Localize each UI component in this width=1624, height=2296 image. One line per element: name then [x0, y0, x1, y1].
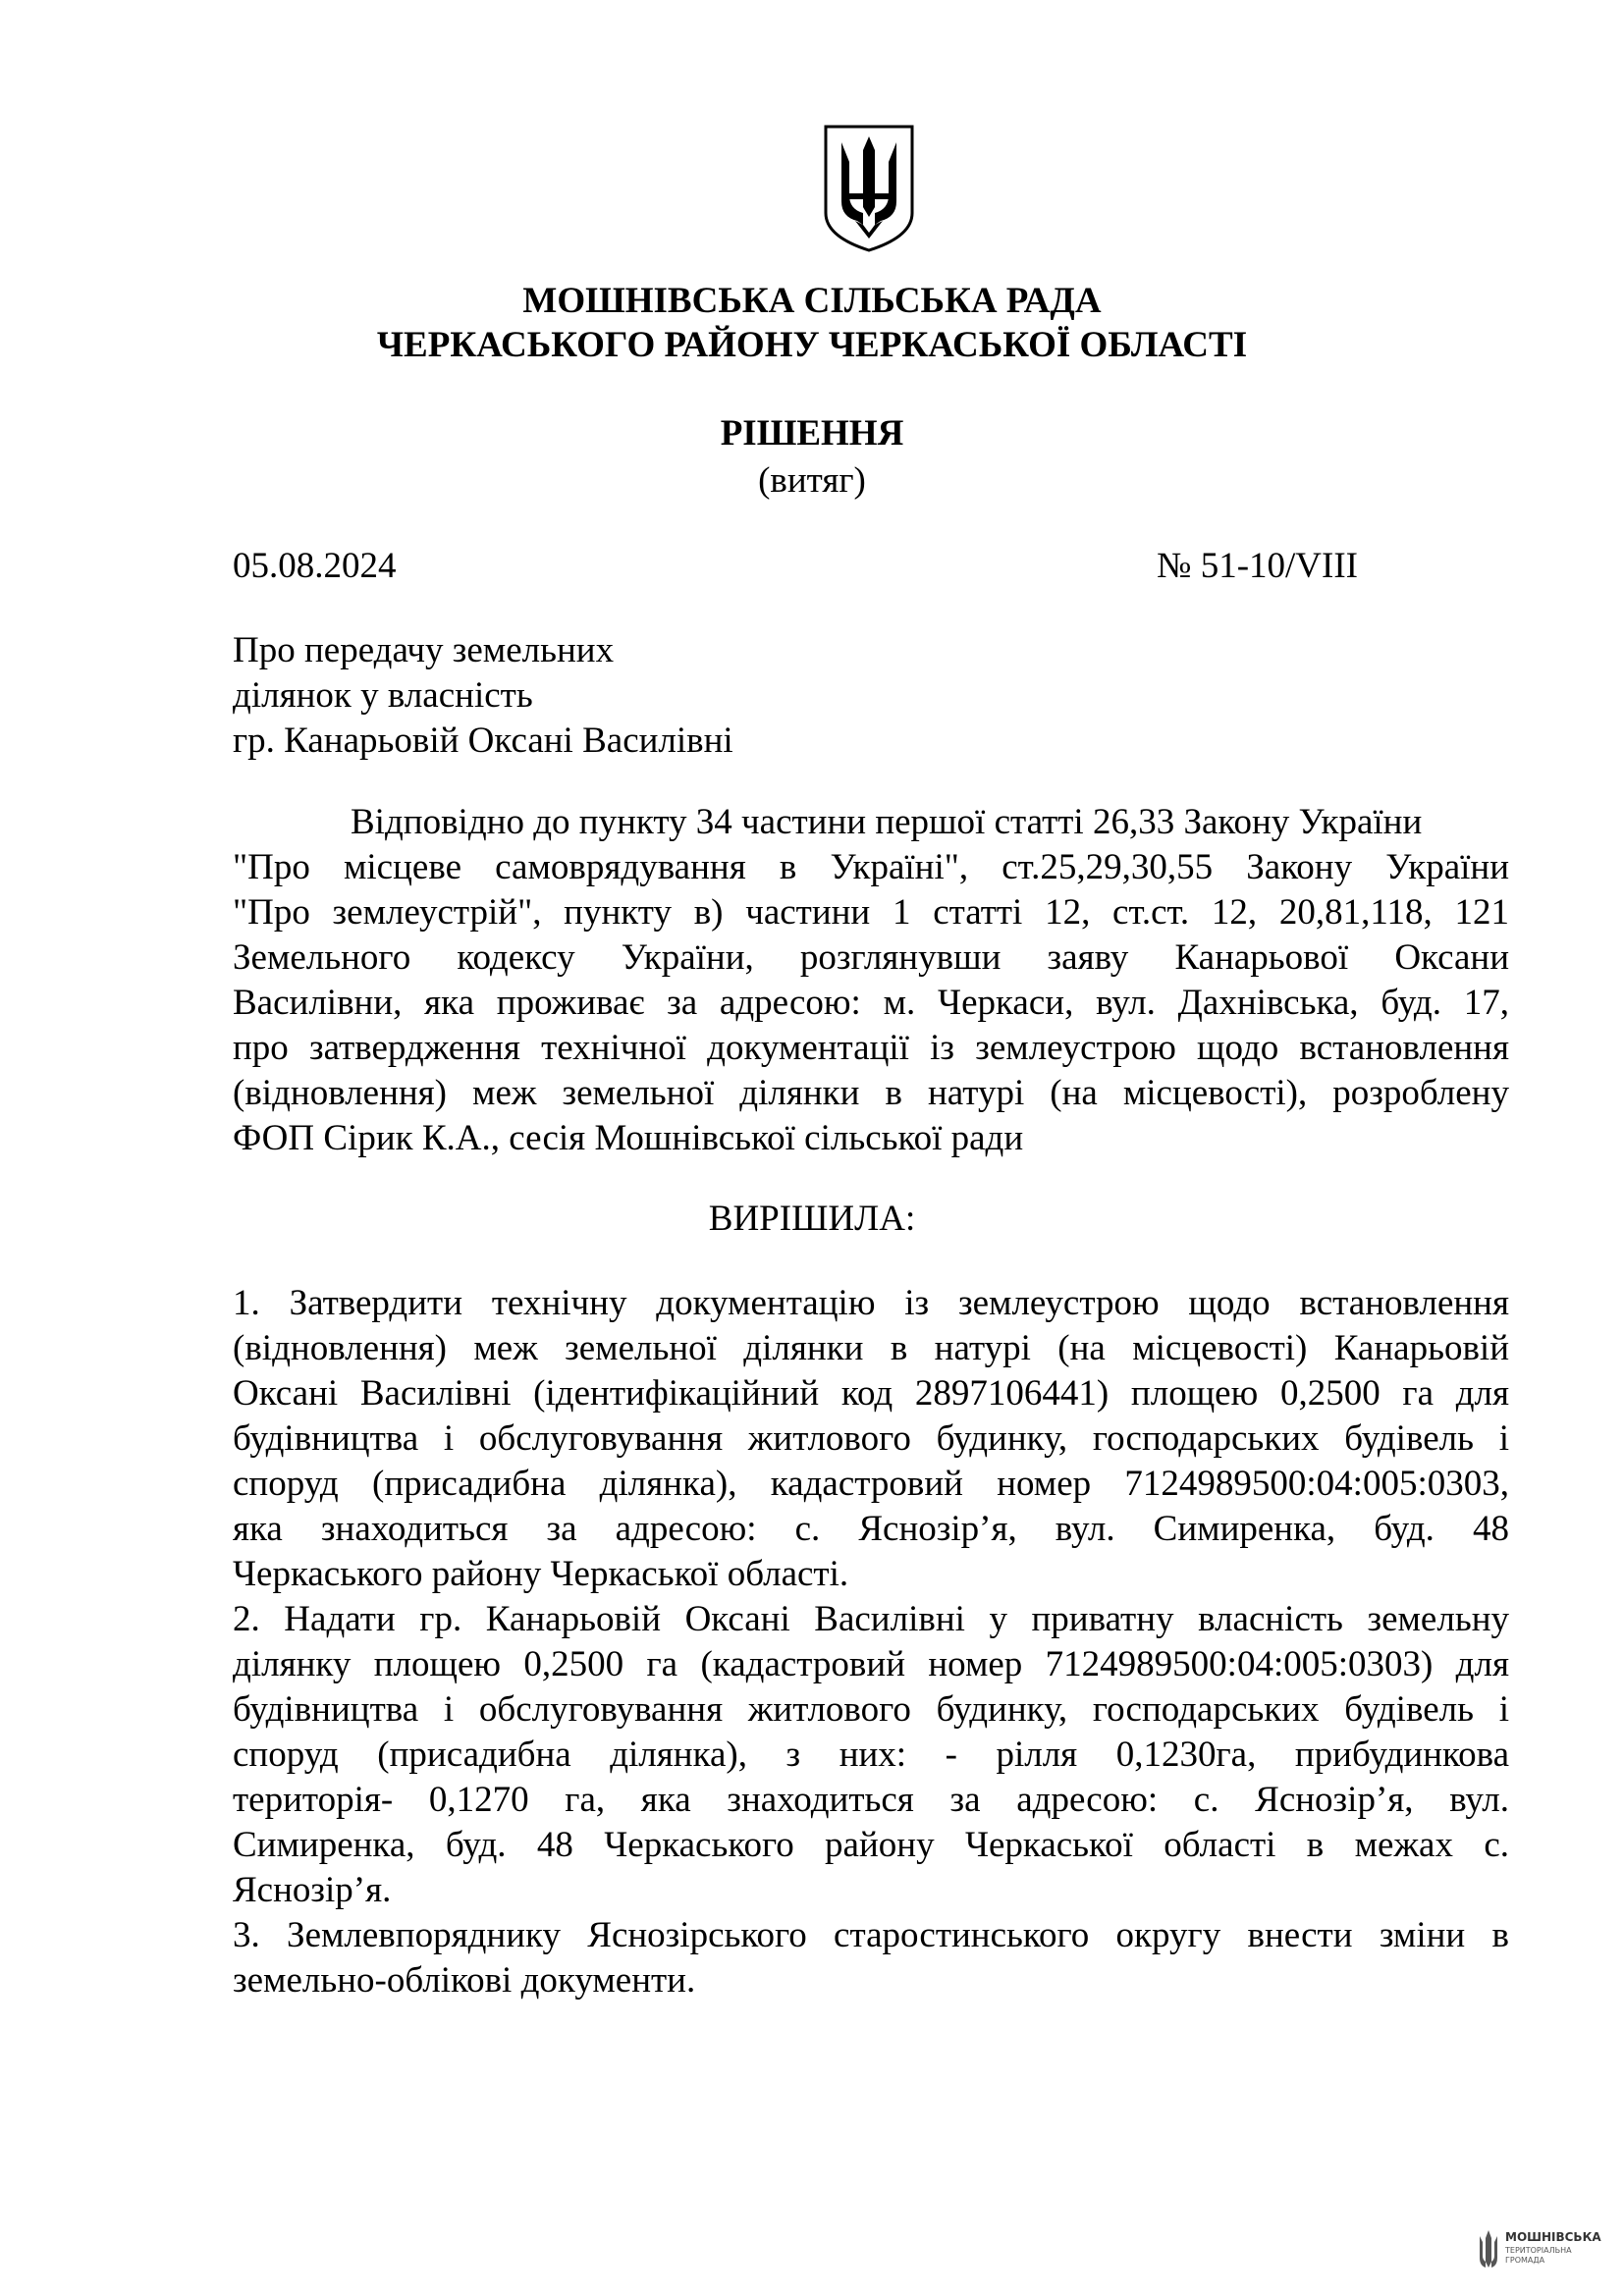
community-logo-icon	[1478, 2228, 1499, 2271]
decision-number: № 51-10/VIII	[1157, 546, 1358, 586]
item-line: 1. Затвердити технічну документацію із землеустрою щодо встановлення	[233, 1283, 1509, 1323]
item-line: Яснозір’я.	[233, 1870, 392, 1910]
item-line: Оксані Василівні (ідентифікаційний код 2897106441) площею 0,2500 га для	[233, 1373, 1509, 1414]
council-name: МОШНІВСЬКА СІЛЬСЬКА РАДА	[522, 281, 1102, 321]
item-line: будівництва і обслуговування житлового будинку, господарських будівель і	[233, 1418, 1509, 1459]
preamble-line: ФОП Сірик К.А., сесія Мошнівської сільської ради	[233, 1118, 1024, 1158]
logo-subtitle-line: ТЕРИТОРІАЛЬНА	[1505, 2246, 1572, 2255]
item-line: будівництва і обслуговування житлового будинку, господарських будівель і	[233, 1689, 1509, 1730]
decision-subject	[233, 628, 733, 764]
item-line: (відновлення) меж земельної ділянки в натурі (на місцевості) Канарьовій	[233, 1328, 1509, 1368]
item-line: яка знаходиться за адресою: с. Яснозір’я, вул. Симиренка, буд. 48	[233, 1509, 1509, 1549]
item-line: споруд (присадибна ділянка), з них: - рілля 0,1230га, прибудинкова	[233, 1735, 1509, 1775]
preamble-line: Земельного кодексу України, розглянувши заяву Канарьової Оксани	[233, 937, 1509, 978]
item-line: Черкаського району Черкаської області.	[233, 1554, 849, 1594]
logo-name: МОШНІВСЬКА	[1505, 2230, 1601, 2244]
decision-items	[233, 1281, 1509, 2003]
decided-heading: ВИРІШИЛА:	[708, 1199, 916, 1239]
item-line: земельно-облікові документи.	[233, 1960, 696, 2001]
preamble-line: "Про землеустрій", пункту в) частини 1 статті 12, ст.ст. 12, 20,81,118, 121	[233, 892, 1509, 933]
preamble-line: про затвердження технічної документації із землеустрою щодо встановлення	[233, 1028, 1509, 1068]
logo-subtitle-line: ГРОМАДА	[1505, 2256, 1545, 2265]
item-line: ділянку площею 0,2500 га (кадастровий номер 7124989500:04:005:0303) для	[233, 1644, 1509, 1684]
logo-subtitle	[1505, 2246, 1572, 2266]
trident-coat-of-arms-icon	[820, 123, 918, 254]
preamble-paragraph	[233, 800, 1509, 1161]
item-line: 3. Землевпоряднику Яснозірського старостинського округу внести зміни в	[233, 1915, 1509, 1955]
item-line: Симиренка, буд. 48 Черкаського району Черкаської області в межах с.	[233, 1825, 1509, 1865]
decision-date: 05.08.2024	[233, 546, 397, 586]
subject-line: ділянок у власність	[233, 675, 533, 716]
council-district: ЧЕРКАСЬКОГО РАЙОНУ ЧЕРКАСЬКОЇ ОБЛАСТІ	[376, 325, 1248, 365]
document-type: РІШЕННЯ	[720, 413, 904, 454]
subject-line: гр. Канарьовій Оксані Василівні	[233, 721, 733, 761]
preamble-line: "Про місцеве самоврядування в Україні", ст.25,29,30,55 Закону України	[233, 847, 1509, 887]
document-subtype: (витяг)	[758, 460, 866, 501]
subject-line: Про передачу земельних	[233, 630, 615, 670]
community-logo	[1478, 2228, 1601, 2277]
item-line: 2. Надати гр. Канарьовій Оксані Василівні у приватну власність земельну	[233, 1599, 1509, 1639]
preamble-line: Василівни, яка проживає за адресою: м. Черкаси, вул. Дахнівська, буд. 17,	[233, 983, 1509, 1023]
preamble-line: Відповідно до пункту 34 частини першої статті 26,33 Закону України	[351, 802, 1423, 842]
item-line: споруд (присадибна ділянка), кадастровий номер 7124989500:04:005:0303,	[233, 1464, 1509, 1504]
preamble-line: (відновлення) меж земельної ділянки в натурі (на місцевості), розроблену	[233, 1073, 1509, 1113]
item-line: територія- 0,1270 га, яка знаходиться за адресою: с. Яснозір’я, вул.	[233, 1780, 1509, 1820]
